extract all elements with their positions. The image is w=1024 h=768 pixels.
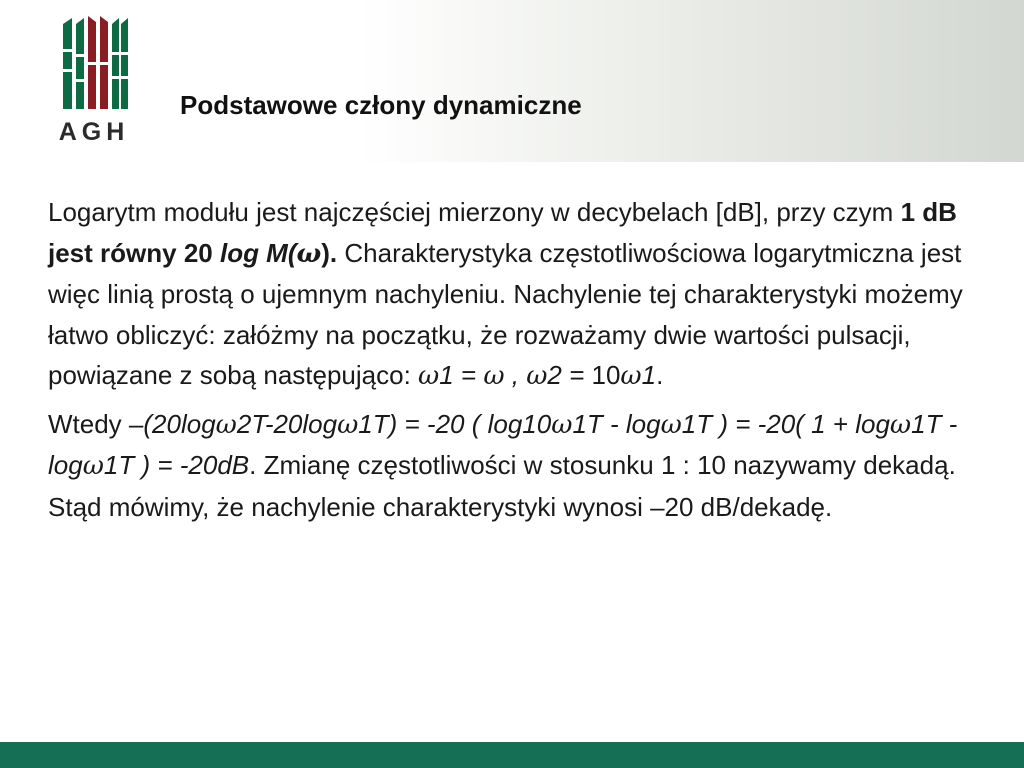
omega-symbol: ω	[337, 409, 359, 440]
bold-run: 1 dB jest równy 20	[48, 197, 957, 268]
formula-run: 1 =	[439, 360, 484, 390]
slide-title: Podstawowe człony dynamiczne	[180, 90, 582, 120]
formula-run: 1T - log	[572, 408, 661, 439]
formula-run: –(20log	[128, 408, 216, 439]
text-run: .	[656, 360, 664, 390]
formula-run: 1	[641, 360, 657, 390]
formula-run: 1T) = -20 ( log10	[358, 408, 552, 439]
text-run: Charakterystyka częstotliwościowa logarytmiczna jest więc linią prostą o ujemnym nachyleniu. Nachylenie tej charakterystyki możemy łatwo obliczyć: załóżmy na początku, że rozważamy dwie wartości pulsacji, powiązane z sobą następująco:	[48, 237, 963, 390]
omega-symbol: ω	[418, 361, 440, 391]
bold-run: ).	[321, 237, 338, 268]
formula-run: 2 =	[547, 360, 592, 390]
footer-bar	[0, 742, 1024, 768]
slide-body	[48, 192, 988, 527]
omega-symbol: ω	[889, 409, 912, 440]
omega-symbol: ω	[620, 361, 642, 391]
logo-text: AGH	[58, 118, 130, 146]
omega-symbol: ω	[526, 361, 548, 391]
omega-symbol: ω	[660, 409, 682, 440]
omega-symbol: ω	[483, 361, 505, 391]
formula-run: ,	[504, 360, 527, 390]
omega-symbol: ω	[296, 238, 322, 269]
text-run: Logarytm modułu jest najczęściej mierzony w decybelach [dB], przy czym	[48, 197, 901, 227]
bold-italic-run: log M(	[219, 237, 297, 268]
formula-run: 2T-20log	[236, 408, 338, 439]
formula-run: 1T - log	[48, 408, 958, 480]
agh-logo-icon	[58, 14, 130, 114]
agh-logo	[58, 14, 130, 149]
omega-symbol: ω	[551, 409, 573, 440]
paragraph-1	[48, 192, 988, 397]
omega-symbol: ω	[215, 409, 237, 440]
text-run: Wtedy	[48, 408, 129, 439]
text-run: . Zmianę częstotliwości w stosunku 1 : 10 nazywamy dekadą. Stąd mówimy, że nachylenie charakterystyki wynosi –20 dB/dekadę.	[48, 450, 956, 522]
formula-run: 1T ) = -20( 1 + log	[681, 408, 890, 439]
formula-run: 10	[591, 360, 621, 390]
omega-symbol: ω	[82, 451, 104, 481]
formula-run: 1T ) = -20dB	[103, 450, 250, 480]
paragraph-2	[48, 404, 988, 528]
slide-header	[0, 0, 1024, 162]
